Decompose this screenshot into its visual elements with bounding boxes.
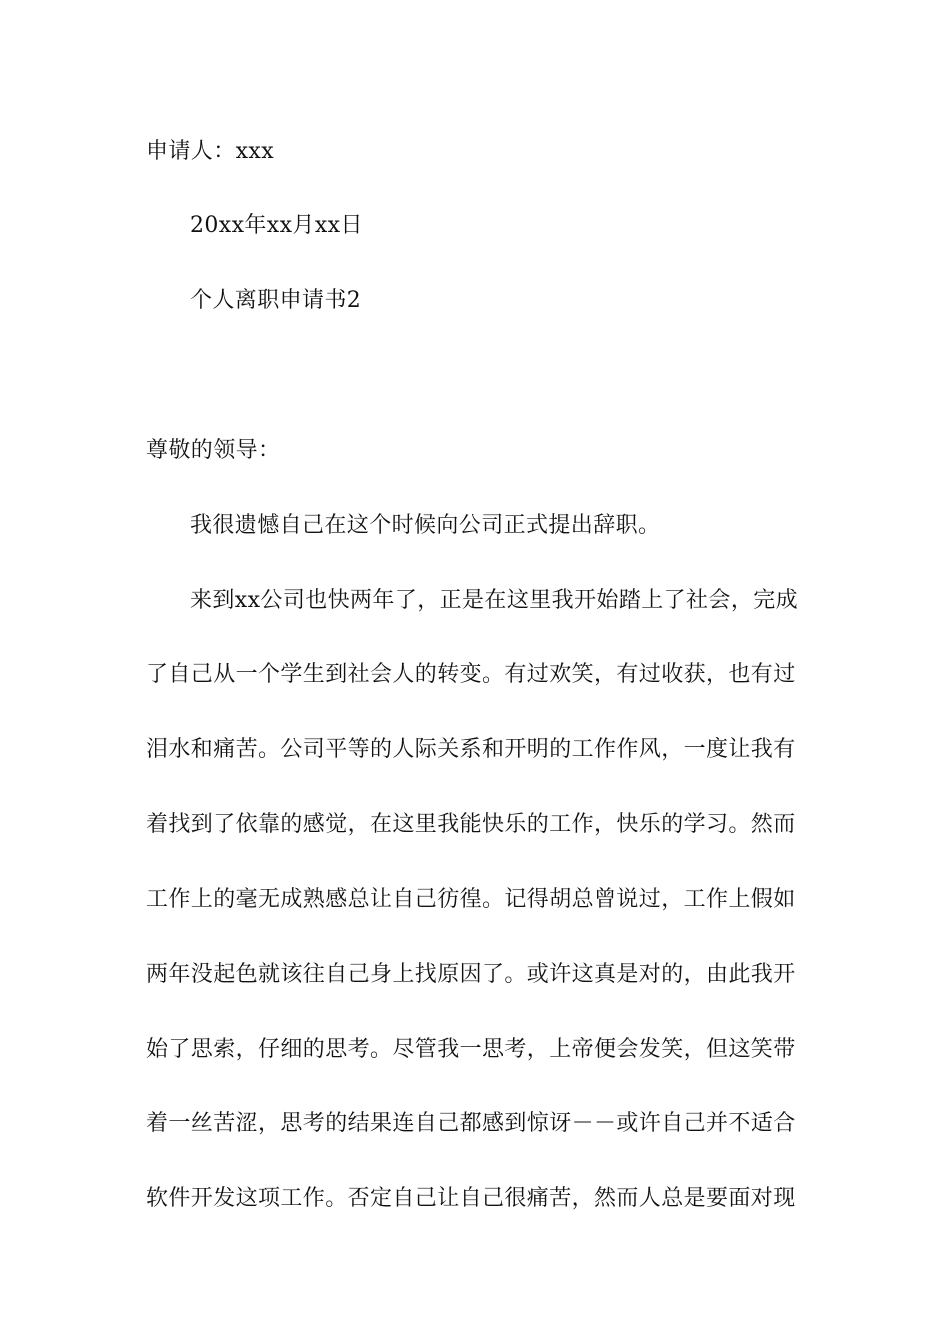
body-line-3: 了自己从一个学生到社会人的转变。有过欢笑，有过收获，也有过 bbox=[146, 662, 796, 687]
body-line-9: 着一丝苦涩，思考的结果连自己都感到惊讶－－或许自己并不适合 bbox=[146, 1111, 796, 1136]
applicant-line: 申请人：xxx bbox=[146, 139, 275, 164]
salutation: 尊敬的领导： bbox=[146, 438, 281, 463]
body-line-6: 工作上的毫无成熟感总让自己彷徨。记得胡总曾说过，工作上假如 bbox=[146, 887, 796, 912]
body-line-2: 来到xx公司也快两年了，正是在这里我开始踏上了社会，完成 bbox=[190, 588, 799, 613]
body-line-1: 我很遗憾自己在这个时候向公司正式提出辞职。 bbox=[190, 513, 661, 538]
document-title: 个人离职申请书2 bbox=[190, 288, 362, 313]
date-line: 20xx年xx月xx日 bbox=[190, 213, 363, 238]
body-line-5: 着找到了依靠的感觉，在这里我能快乐的工作，快乐的学习。然而 bbox=[146, 812, 796, 837]
body-line-7: 两年没起色就该往自己身上找原因了。或许这真是对的，由此我开 bbox=[146, 962, 796, 987]
body-line-4: 泪水和痛苦。公司平等的人际关系和开明的工作作风，一度让我有 bbox=[146, 737, 796, 762]
body-line-10: 软件开发这项工作。否定自己让自己很痛苦，然而人总是要面对现 bbox=[146, 1186, 796, 1211]
body-line-8: 始了思索，仔细的思考。尽管我一思考，上帝便会发笑，但这笑带 bbox=[146, 1037, 796, 1062]
